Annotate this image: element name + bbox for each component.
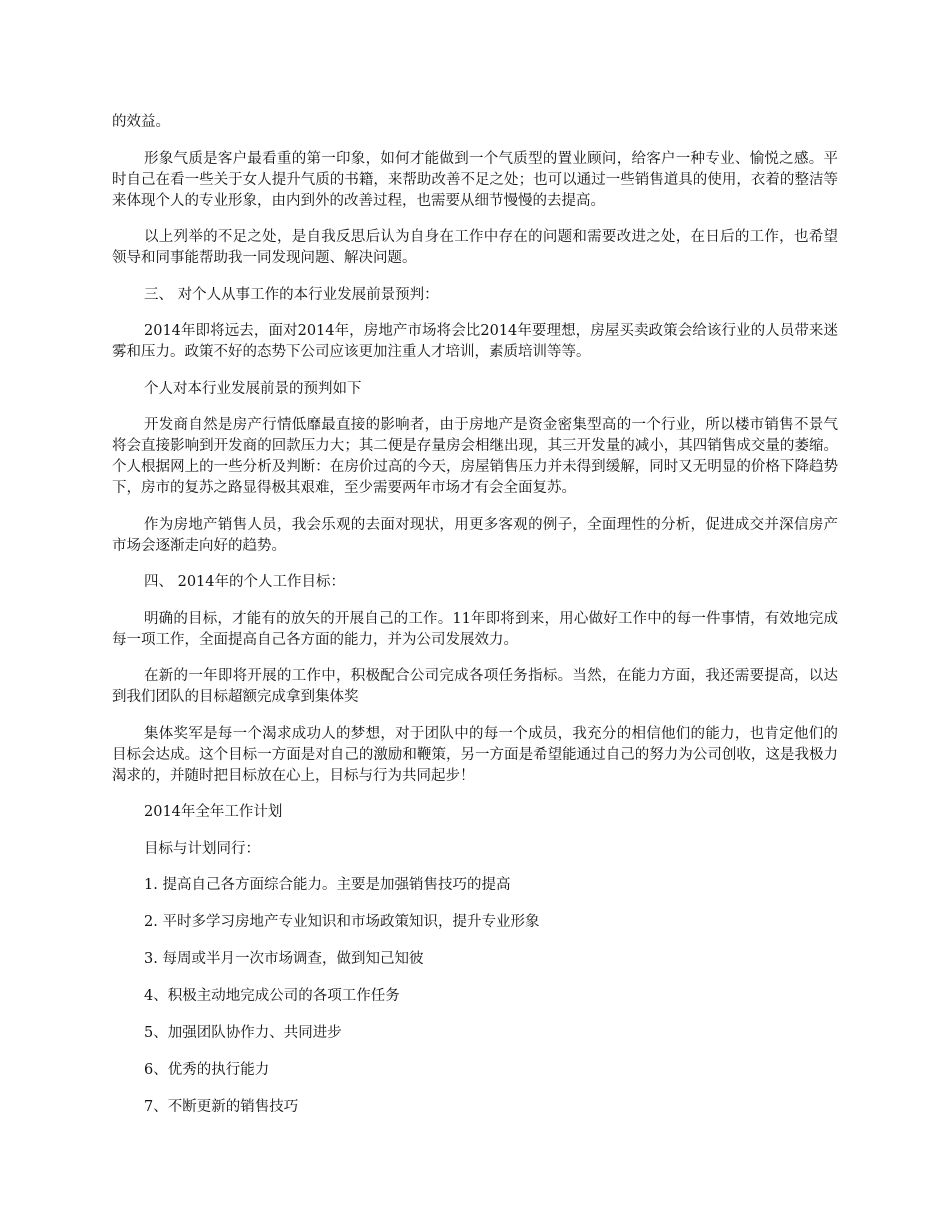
list-item: 7、不断更新的销售技巧	[144, 1099, 299, 1115]
heading-goals-and-plan: 目标与计划同行：	[144, 840, 260, 857]
paragraph-market-2014: 2014年即将远去，面对2014年，房地产市场将会比2014年要理想，房屋买卖政策会给该行业的人员带来迷雾和压力。政策不好的态势下公司应该更加注重人才培训，素质培训等等。	[112, 323, 838, 360]
paragraph-sales-attitude: 作为房地产销售人员，我会乐观的去面对现状，用更多客观的例子，全面理性的分析，促进成交并深信房产市场会逐渐走向好的趋势。	[112, 516, 838, 554]
list-item: 2. 平时多学习房地产专业知识和市场政策知识，提升专业形象	[144, 914, 540, 930]
paragraph-fragment: 的效益。	[112, 114, 170, 130]
paragraph-team-award: 集体奖军是每一个渴求成功人的梦想，对于团队中的每一个成员，我充分的相信他们的能力，也肯定他们的目标会达成。这个目标一方面是对自己的激励和鞭策，另一方面是希望能通过自己的努力为公司创收，这是我极力渴求的，并随时把目标放在心上，目标与行为共同起步！	[112, 725, 838, 784]
paragraph-clear-goals: 明确的目标，才能有的放矢的开展自己的工作。11年即将到来，用心做好工作中的每一件事情，有效地完成每一项工作，全面提高自己各方面的能力，并为公司发展效力。	[112, 610, 838, 648]
section-heading-personal-goals: 四、 2014年的个人工作目标：	[144, 574, 346, 590]
paragraph-developer-analysis: 开发商自然是房产行情低靡最直接的影响者，由于房地产是资金密集型高的一个行业，所以楼市销售不景气将会直接影响到开发商的回款压力大；其二便是存量房会相继出现，其三开发量的减小，其四销售成交量的萎缩。个人根据网上的一些分析及判断：在房价过高的今天，房屋销售压力并未得到缓解，同时又无明显的价格下降趋势下，房市的复苏之路显得极其艰难，至少需要两年市场才有会全面复苏。	[112, 417, 838, 496]
document-page	[112, 112, 838, 1134]
heading-annual-plan: 2014年全年工作计划	[144, 804, 283, 820]
paragraph-new-year-work: 在新的一年即将开展的工作中，积极配合公司完成各项任务指标。当然，在能力方面，我还需要提高，以达到我们团队的目标超额完成拿到集体奖	[112, 668, 838, 705]
paragraph-self-reflection: 以上列举的不足之处，是自我反思后认为自身在工作中存在的问题和需要改进之处，在日后的工作，也希望领导和同事能帮助我一同发现问题、解决问题。	[112, 229, 838, 266]
list-item: 3. 每周或半月一次市场调查，做到知己知彼	[144, 951, 424, 967]
list-item: 1. 提高自己各方面综合能力。主要是加强销售技巧的提高	[144, 877, 511, 893]
list-item: 6、优秀的执行能力	[144, 1062, 270, 1078]
list-item: 4、积极主动地完成公司的各项工作任务	[144, 988, 400, 1004]
list-item: 5、加强团队协作力、共同进步	[144, 1025, 342, 1041]
section-heading-industry-outlook: 三、 对个人从事工作的本行业发展前景预判：	[144, 286, 439, 303]
paragraph-image-temperament: 形象气质是客户最看重的第一印象，如何才能做到一个气质型的置业顾问，给客户一种专业、愉悦之感。平时自己在看一些关于女人提升气质的书籍，来帮助改善不足之处；也可以通过一些销售道具的使用，衣着的整洁等来体现个人的专业形象，由内到外的改善过程，也需要从细节慢慢的去提高。	[112, 150, 838, 209]
paragraph-outlook-intro: 个人对本行业发展前景的预判如下	[144, 380, 362, 397]
